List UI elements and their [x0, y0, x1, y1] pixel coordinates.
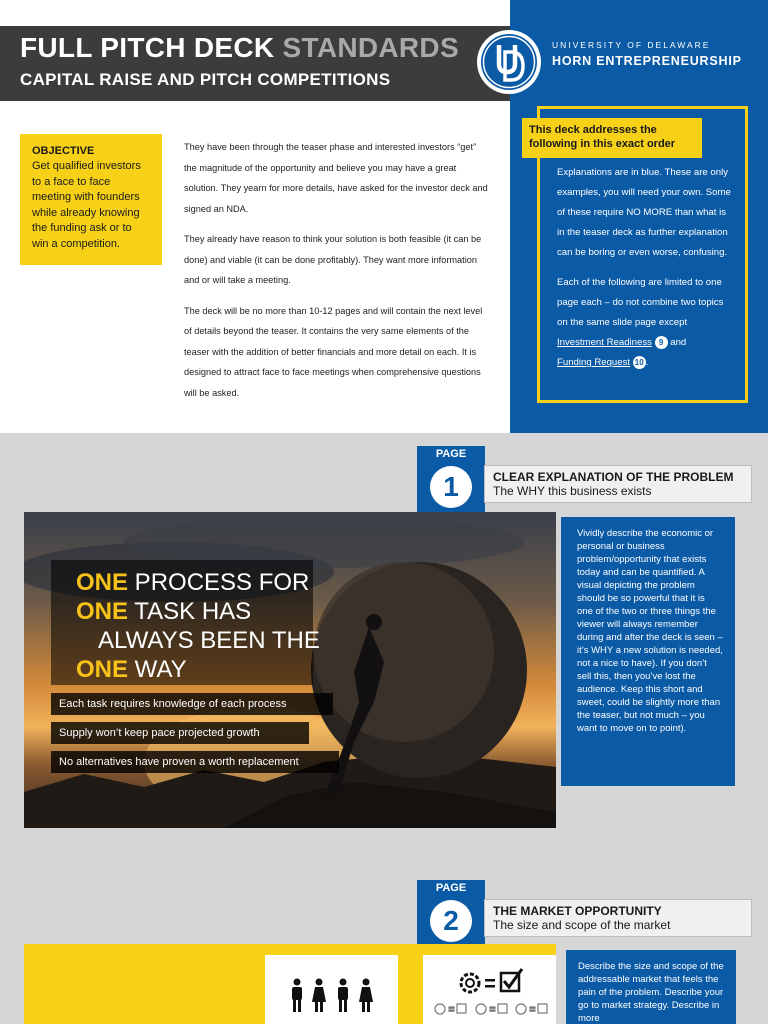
intro-para-1: They have been through the teaser phase and interested investors “get” the magnitude of the opportunity and believe you may have a great solution. They yearn for more details, have asked for the investor deck and signed an NDA.	[184, 142, 488, 214]
title-main: FULL PITCH DECK	[20, 32, 283, 63]
deck-order-para1: Explanations are in blue. These are only examples, you will need your own. Some of these require NO MORE than what is in the teaser deck as further explanation can be boring or even worse, confusing.	[557, 167, 731, 258]
person-icon	[358, 978, 374, 1012]
deck-order-para2-start: Each of the following are limited to one page each – do not combine two topics on the same slide page except	[557, 277, 724, 328]
person-icon	[289, 978, 305, 1012]
hero-headline	[76, 568, 320, 684]
page-2-description: Describe the size and scope of the addressable market that feels the pain of the problem. Describe your go to market strategy. Describe in more	[566, 950, 736, 1024]
hero-line-1	[76, 568, 320, 597]
hero-line-3-text: ALWAYS BEEN THE	[98, 627, 320, 654]
program-name: HORN ENTREPRENEURSHIP	[552, 54, 742, 68]
page-1-title-box	[484, 465, 752, 503]
page-2-number: 2	[430, 900, 472, 942]
hero-line-2	[76, 597, 320, 626]
funding-request-link[interactable]: Funding Request	[557, 357, 631, 368]
gear-equals-checkbox-icon	[423, 955, 556, 1024]
and-text: and	[667, 337, 687, 348]
deck-order-text	[557, 163, 733, 383]
hero-line-2-highlight: ONE	[76, 598, 129, 625]
deck-order-para2	[557, 273, 733, 373]
page-subtitle: CAPITAL RAISE AND PITCH COMPETITIONS	[20, 70, 391, 89]
hero-line-1-text: PROCESS FOR	[128, 569, 310, 596]
intro-para-3: The deck will be no more than 10-12 pages and will contain the next level of details beyond the teaser. It contains the very same elements of the teaser with the addition of better financials and more detail on each. It is designed to attract face to face meetings when comprehensive questions will be asked.	[184, 305, 483, 398]
page-1-tab-label: PAGE	[435, 448, 467, 460]
hero-line-4	[76, 655, 320, 684]
page-1-subtitle: The WHY this business exists	[493, 484, 652, 498]
page-1-tab	[417, 446, 485, 521]
hero-line-4-text: WAY	[128, 656, 187, 683]
page-1-description: Vividly describe the economic or personal or business problem/opportunity that exists today and can be quantified. A visual depicting the problem should be so powerful that it is one of the two or three things the viewer will always remember during and after the deck is seen – it’s WHY a new solution is needed, not a nice to have). If you don’t sell this, then you’ve lost the audience. Keep this short and sweet, could be slightly more than the teaser, but not much – you want to move on to point).	[561, 517, 735, 786]
problem-hero-image	[24, 512, 556, 828]
page-2-subtitle: The size and scope of the market	[493, 918, 671, 932]
page-2-title-box	[484, 899, 752, 937]
deck-order-label: This deck addresses the following in this exact order	[522, 118, 702, 158]
end-period: .	[645, 357, 649, 368]
person-icon	[335, 978, 351, 1012]
hero-line-1-highlight: ONE	[76, 569, 129, 596]
page-title	[20, 32, 459, 64]
person-icon	[311, 978, 327, 1012]
page-1-title: CLEAR EXPLANATION OF THE PROBLEM	[493, 470, 734, 484]
objective-text: Get qualified investors to a face to face meeting with founders while already knowing the funding ask or to win a competition.	[32, 160, 141, 250]
title-muted: STANDARDS	[282, 32, 459, 63]
ud-logo-icon	[475, 28, 543, 96]
page-2-title: THE MARKET OPPORTUNITY	[493, 904, 662, 918]
page-9-badge: 9	[655, 336, 668, 349]
intro-para-2: They already have reason to think your solution is both feasible (it can be done) and viable (it can be done profitably). They want more information and or will take a meeting.	[184, 234, 482, 285]
hero-line-2-text: TASK HAS	[128, 598, 252, 625]
gear-card	[423, 955, 556, 1024]
people-card	[265, 955, 398, 1024]
intro-text	[184, 137, 489, 413]
hero-bullet-1: Each task requires knowledge of each process	[51, 693, 333, 715]
objective-title: OBJECTIVE	[32, 145, 95, 157]
hero-line-3	[76, 626, 320, 655]
hero-bullet-2: Supply won’t keep pace projected growth	[51, 722, 309, 744]
university-name: UNIVERSITY OF DELAWARE	[552, 40, 711, 50]
page-10-badge: 10	[633, 356, 646, 369]
hero-bullet-3: No alternatives have proven a worth replacement	[51, 751, 339, 773]
objective-box	[20, 134, 162, 265]
page-1-number: 1	[430, 466, 472, 508]
hero-line-4-highlight: ONE	[76, 656, 129, 683]
page-2-tab-label: PAGE	[435, 882, 467, 894]
investment-readiness-link[interactable]: Investment Readiness	[557, 337, 652, 348]
